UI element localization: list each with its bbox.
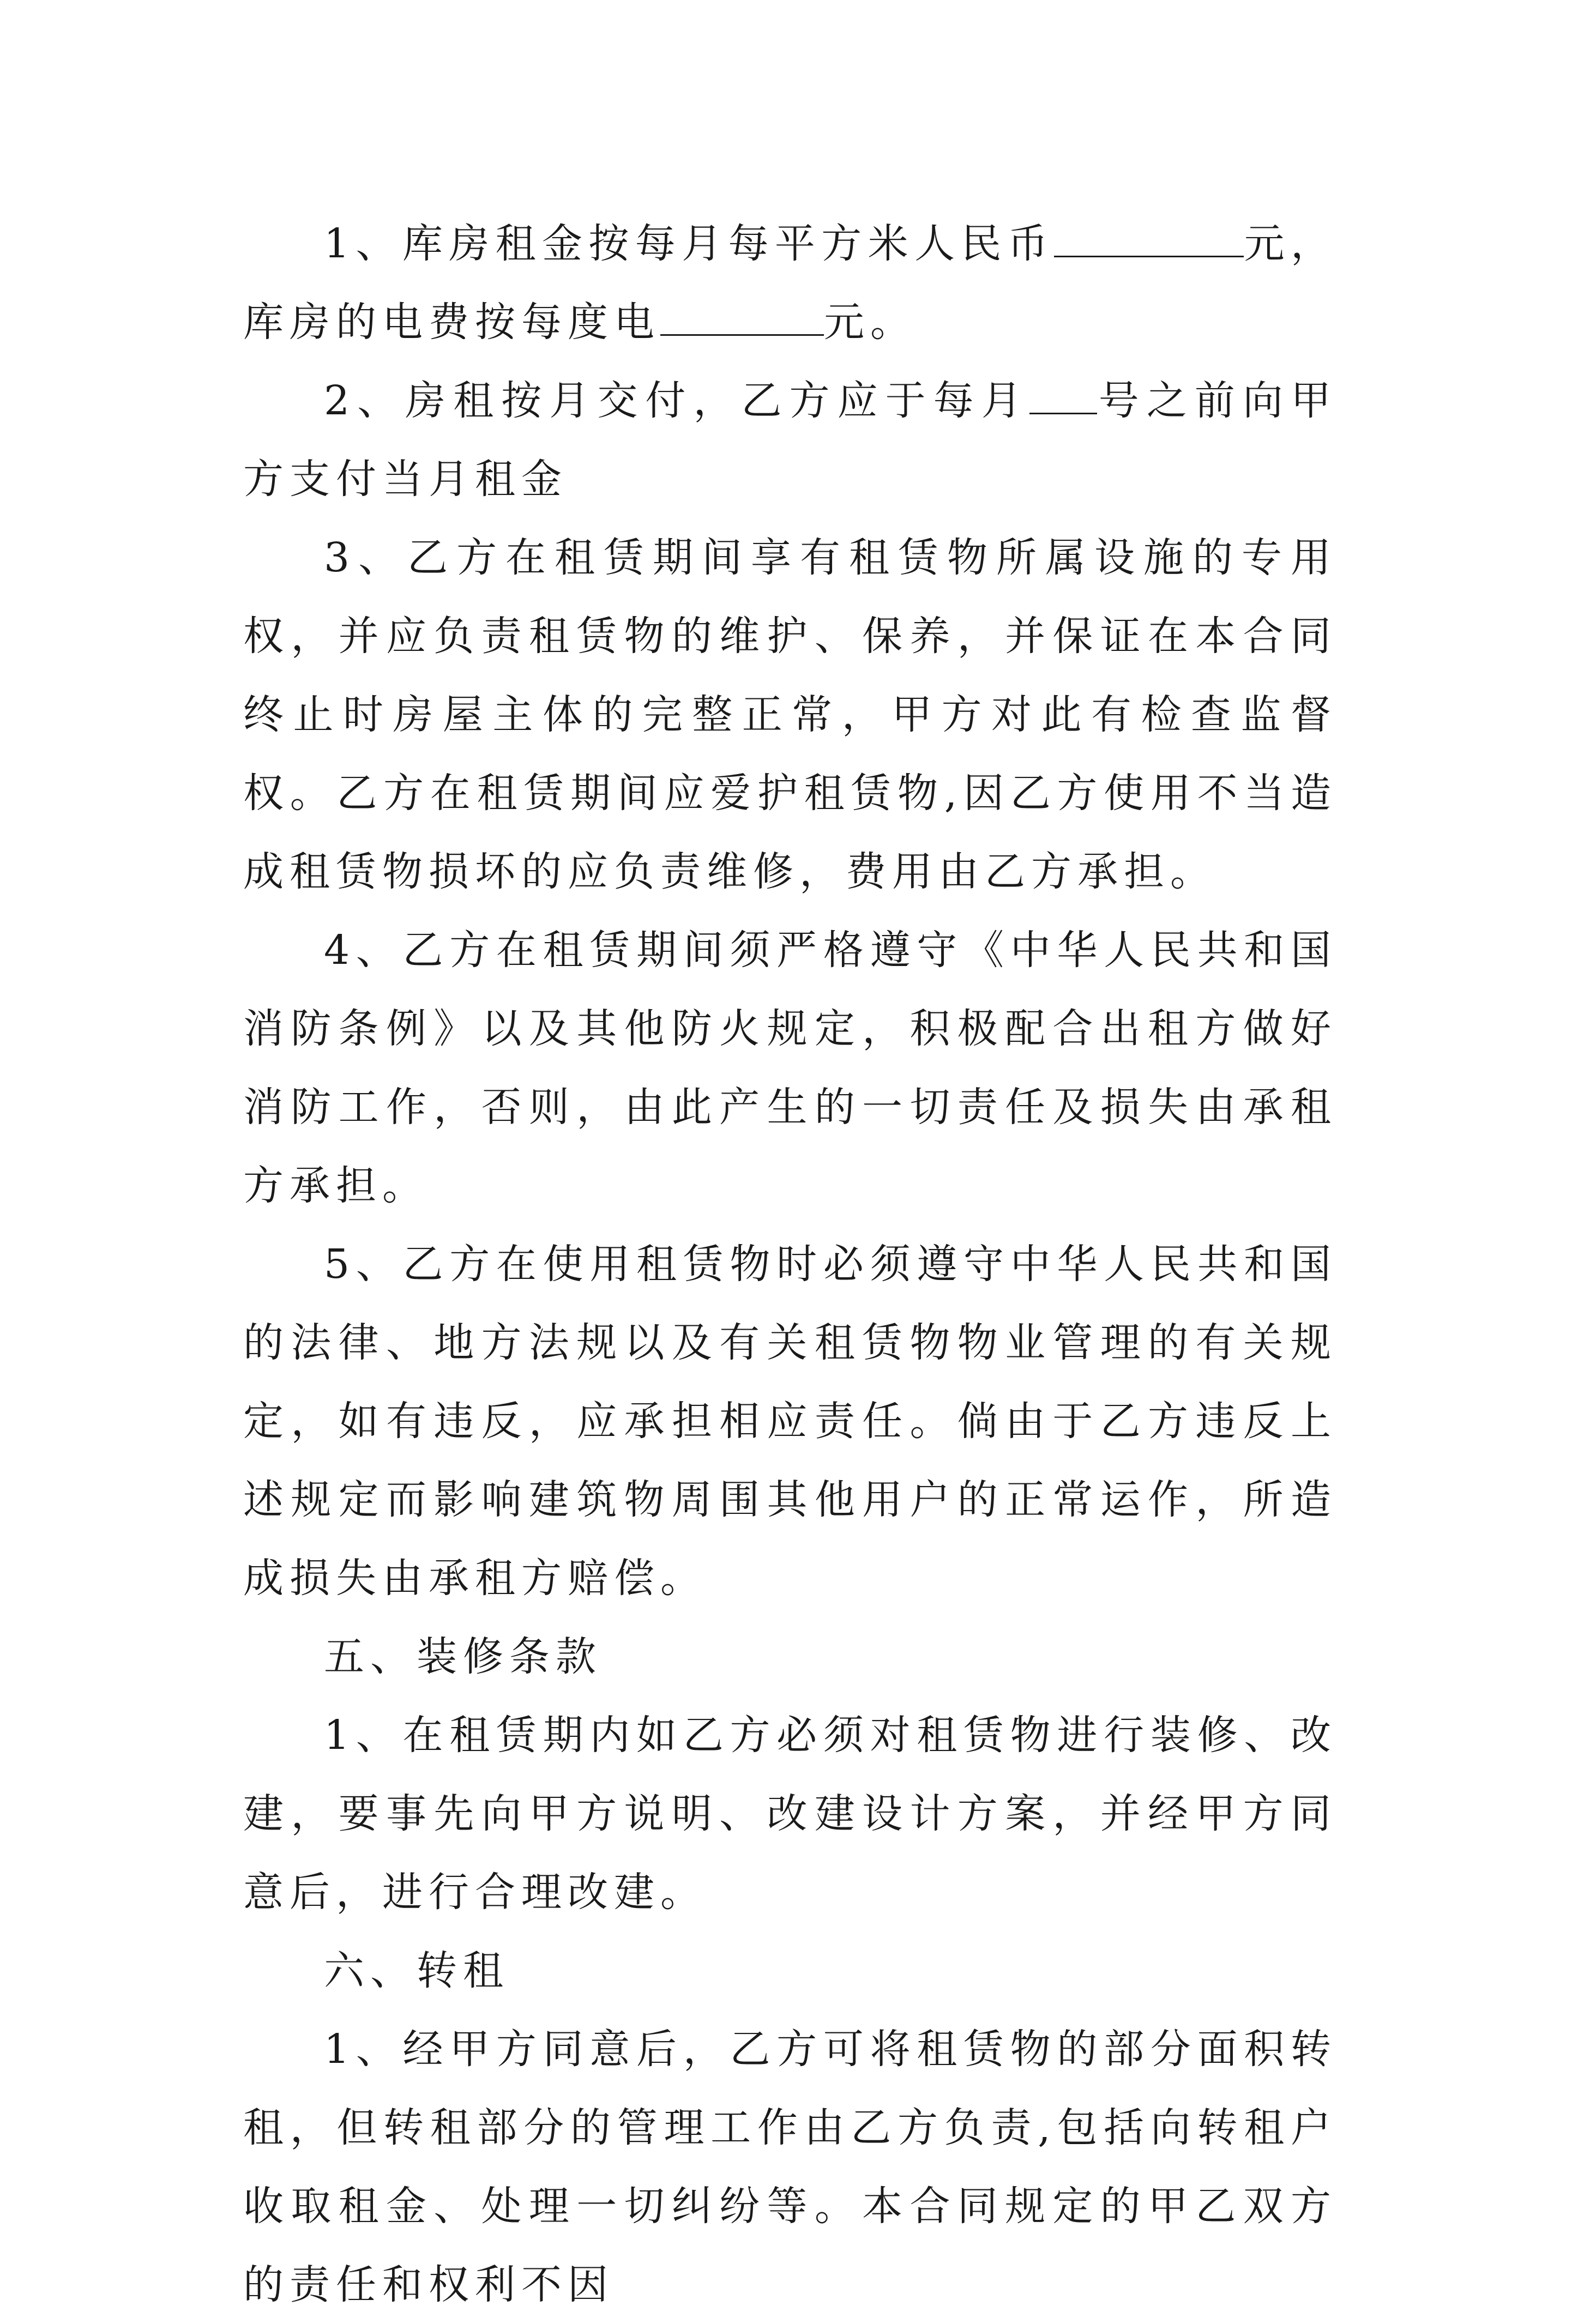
rent-clause-2-text-a: 2、房租按月交付，乙方应于每月 [324, 377, 1029, 424]
rent-clause-1-text-c: 元。 [824, 299, 917, 346]
section-five-heading: 五、装修条款 [324, 1633, 602, 1680]
section-six-clause-1: 1、经甲方同意后，乙方可将租赁物的部分面积转租，但转租部分的管理工作由乙方负责,包括向转租户收取租金、处理一切纠纷等。本合同规定的甲乙双方的责任和权利不因 [243, 2026, 1337, 2308]
rent-clause-1-text-b: 元，库房的电费按每度电 [243, 220, 1337, 346]
document-body [243, 204, 1337, 2324]
rent-clause-3: 3、乙方在租赁期间享有租赁物所属设施的专用权，并应负责租赁物的维护、保养，并保证在本合同终止时房屋主体的完整正常，甲方对此有检查监督权。乙方在租赁期间应爱护租赁物,因乙方使用不当造成租赁物损坏的应负责维修，费用由乙方承担。 [243, 534, 1337, 895]
rent-clause-2-text-b: 号之前向甲方支付当月租金 [243, 377, 1337, 503]
rent-per-sqm-blank [1054, 220, 1244, 257]
rent-clause-5: 5、乙方在使用租赁物时必须遵守中华人民共和国的法律、地方法规以及有关租赁物物业管理的有关规定，如有违反，应承担相应责任。倘由于乙方违反上述规定而影响建筑物周围其他用户的正常运作，所造成损失由承租方赔偿。 [243, 1241, 1337, 1602]
section-six-heading: 六、转租 [324, 1947, 509, 1994]
payment-day-blank [1029, 377, 1097, 414]
rent-clause-1 [243, 204, 1337, 361]
rent-clause-2 [243, 361, 1337, 518]
electricity-rate-blank [660, 298, 824, 336]
section-five-clause-1: 1、在租赁期内如乙方必须对租赁物进行装修、改建，要事先向甲方说明、改建设计方案，并经甲方同意后，进行合理改建。 [243, 1712, 1337, 1916]
rent-clause-4: 4、乙方在租赁期间须严格遵守《中华人民共和国消防条例》以及其他防火规定，积极配合出租方做好消防工作，否则，由此产生的一切责任及损失由承租方承担。 [243, 927, 1337, 1209]
rent-clause-1-text-a: 1、库房租金按每月每平方米人民币 [324, 220, 1055, 267]
